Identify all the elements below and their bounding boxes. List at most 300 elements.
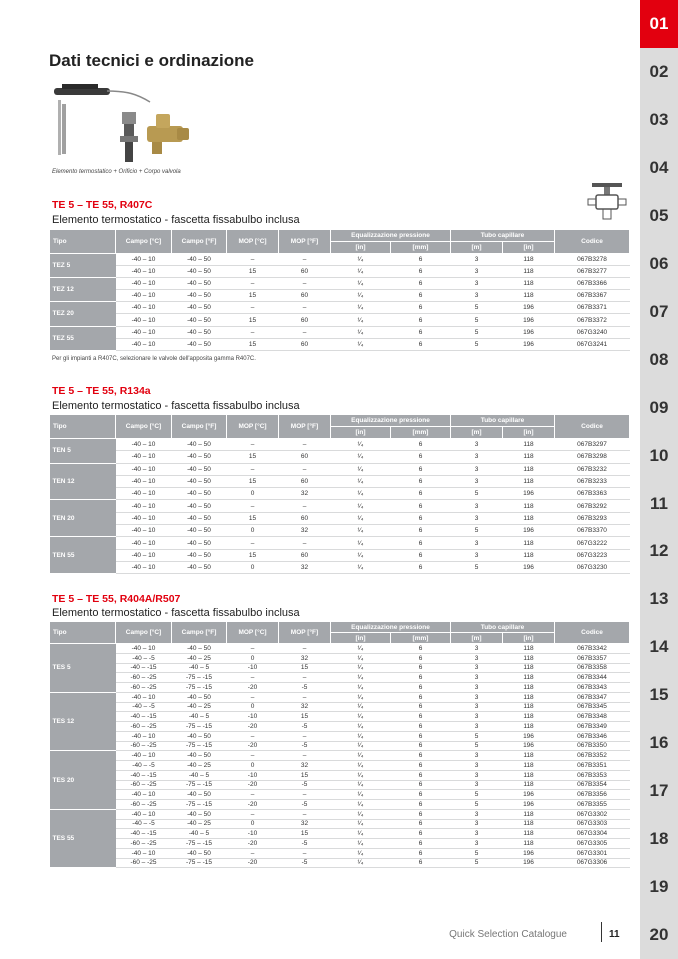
order-code-cell: 067B3298 [555, 451, 630, 463]
chapter-tab-01[interactable]: 01 [640, 0, 678, 48]
table-row [50, 722, 630, 732]
table-cell: 32 [279, 525, 331, 537]
chapter-tab-18[interactable]: 18 [649, 829, 669, 849]
table-cell: – [279, 278, 331, 290]
table-cell: ¹⁄₄ [331, 722, 391, 732]
table-cell: ¹⁄₄ [331, 525, 391, 537]
table-cell: 6 [391, 338, 451, 350]
table-cell: 3 [451, 663, 503, 673]
table-cell: 5 [451, 858, 503, 868]
table-cell: 15 [227, 512, 279, 524]
table-cell: ¹⁄₄ [331, 451, 391, 463]
chapter-tab-17[interactable]: 17 [649, 781, 669, 801]
table-cell: -40 – 50 [172, 525, 227, 537]
table-cell: 6 [391, 653, 451, 663]
column-header-equalizzazione: Equalizzazione pressione [331, 622, 451, 633]
type-group-label: TES 12 [50, 692, 116, 751]
order-code-cell: 067B3358 [555, 663, 630, 673]
table-cell: -40 – 10 [116, 266, 172, 278]
valve-outline-icon [586, 181, 628, 223]
table-cell: 0 [227, 561, 279, 573]
table-cell: 32 [279, 761, 331, 771]
footer-catalogue-name: Quick Selection Catalogue [449, 929, 567, 940]
table-cell: -60 – -25 [116, 800, 172, 810]
table-cell: -40 – 10 [116, 290, 172, 302]
table-cell: -40 – -5 [116, 819, 172, 829]
column-header-mop-f: MOP [°F] [279, 230, 331, 254]
table-cell: – [279, 302, 331, 314]
table-cell: -40 – 10 [116, 500, 172, 512]
order-code-cell: 067B3348 [555, 712, 630, 722]
table-cell: 196 [503, 790, 555, 800]
table-cell: 6 [391, 451, 451, 463]
order-code-cell: 067B3357 [555, 653, 630, 663]
column-header-mop-f: MOP [°F] [279, 415, 331, 439]
table-row [50, 702, 630, 712]
table-cell: 118 [503, 278, 555, 290]
table-cell: 118 [503, 439, 555, 451]
table-cell: -60 – -25 [116, 722, 172, 732]
table-cell: -40 – 50 [172, 314, 227, 326]
table-row [50, 829, 630, 839]
table-cell: ¹⁄₄ [331, 819, 391, 829]
order-code-cell: 067G3303 [555, 819, 630, 829]
table-cell: 196 [503, 525, 555, 537]
table-cell: 3 [451, 809, 503, 819]
table-cell: 6 [391, 712, 451, 722]
table-cell: -40 – -15 [116, 770, 172, 780]
table-row [50, 839, 630, 849]
table-cell: -40 – 10 [116, 809, 172, 819]
type-group-label: TES 55 [50, 809, 116, 868]
section-subtitle: Elemento termostatico - fascetta fissabulbo inclusa [52, 214, 300, 226]
table-cell: 6 [391, 644, 451, 654]
table-cell: -5 [279, 683, 331, 693]
chapter-tab-13[interactable]: 13 [649, 589, 669, 609]
table-cell: 6 [391, 302, 451, 314]
table-row [50, 663, 630, 673]
table-cell: -40 – 50 [172, 266, 227, 278]
table-cell: 3 [451, 761, 503, 771]
type-group-label: TEZ 55 [50, 326, 116, 350]
table-cell: 15 [227, 314, 279, 326]
table-cell: 32 [279, 702, 331, 712]
table-cell: 5 [451, 326, 503, 338]
table-cell: -10 [227, 829, 279, 839]
order-code-cell: 067B3350 [555, 741, 630, 751]
column-header-tubo-capillare: Tubo capillare [451, 415, 555, 427]
table-cell: 6 [391, 819, 451, 829]
table-cell: -40 – 50 [172, 463, 227, 475]
table-cell: 15 [227, 338, 279, 350]
table-cell: -40 – 10 [116, 549, 172, 561]
table-cell: 60 [279, 290, 331, 302]
chapter-tab-03[interactable]: 03 [649, 109, 669, 129]
order-code-cell: 067B3355 [555, 800, 630, 810]
column-header-equalizzazione: Equalizzazione pressione [331, 230, 451, 242]
chapter-tab-16[interactable]: 16 [649, 733, 669, 753]
column-header-tipo: Tipo [50, 622, 116, 644]
table-cell: -5 [279, 722, 331, 732]
table-row [50, 819, 630, 829]
table-cell: 6 [391, 326, 451, 338]
table-cell: ¹⁄₄ [331, 439, 391, 451]
table-cell: ¹⁄₄ [331, 302, 391, 314]
table-cell: -40 – 10 [116, 488, 172, 500]
order-code-cell: 067B3349 [555, 722, 630, 732]
table-cell: – [279, 500, 331, 512]
chapter-tab-02[interactable]: 02 [649, 61, 669, 81]
table-cell: – [227, 326, 279, 338]
table-cell: 3 [451, 500, 503, 512]
table-cell: 6 [391, 741, 451, 751]
table-cell: -40 – 10 [116, 525, 172, 537]
chapter-tab-07[interactable]: 07 [649, 301, 669, 321]
table-row [50, 475, 630, 487]
table-cell: 118 [503, 780, 555, 790]
chapter-tabs [640, 0, 678, 959]
table-cell: 32 [279, 819, 331, 829]
table-cell: -75 – -15 [172, 858, 227, 868]
table-cell: 118 [503, 463, 555, 475]
table-cell: 0 [227, 819, 279, 829]
table-cell: 15 [227, 475, 279, 487]
table-cell: 118 [503, 512, 555, 524]
table-row [50, 500, 630, 512]
table-cell: – [279, 463, 331, 475]
order-code-cell: 067B3344 [555, 673, 630, 683]
table-cell: 3 [451, 751, 503, 761]
column-header-equal-mm: [mm] [391, 427, 451, 439]
column-header-tubo-m: [m] [451, 633, 503, 644]
table-cell: ¹⁄₄ [331, 314, 391, 326]
table-cell: 3 [451, 644, 503, 654]
table-cell: 118 [503, 475, 555, 487]
table-cell: – [279, 751, 331, 761]
table-cell: 118 [503, 683, 555, 693]
chapter-tab-04[interactable]: 04 [649, 157, 669, 177]
table-cell: ¹⁄₄ [331, 712, 391, 722]
column-header-tubo-in: [in] [503, 242, 555, 254]
table-cell: -40 – -15 [116, 829, 172, 839]
table-cell: -40 – 50 [172, 439, 227, 451]
table-cell: 3 [451, 537, 503, 549]
table-cell: 118 [503, 451, 555, 463]
table-cell: -40 – 50 [172, 475, 227, 487]
table-cell: 6 [391, 561, 451, 573]
chapter-tab-11[interactable]: 11 [650, 493, 668, 513]
table-cell: 196 [503, 561, 555, 573]
table-row [50, 266, 630, 278]
table-cell: – [279, 439, 331, 451]
order-code-cell: 067B3343 [555, 683, 630, 693]
order-code-cell: 067B3367 [555, 290, 630, 302]
column-header-campo-f: Campo [°F] [172, 230, 227, 254]
type-group-label: TEN 12 [50, 463, 116, 500]
table-row [50, 683, 630, 693]
table-cell: – [227, 673, 279, 683]
table-cell: 3 [451, 712, 503, 722]
table-cell: -40 – 50 [172, 848, 227, 858]
table-cell: -20 [227, 800, 279, 810]
table-cell: -60 – -25 [116, 780, 172, 790]
table-cell: ¹⁄₄ [331, 809, 391, 819]
table-cell: ¹⁄₄ [331, 800, 391, 810]
column-header-equal-in: [in] [331, 633, 391, 644]
spec-table-r404a [49, 621, 630, 868]
section-title: TE 5 – TE 55, R407C [52, 199, 153, 211]
table-cell: 0 [227, 761, 279, 771]
table-row [50, 761, 630, 771]
table-row [50, 751, 630, 761]
footer-divider [601, 922, 602, 942]
table-cell: -40 – 25 [172, 653, 227, 663]
column-header-mop-c: MOP [°C] [227, 622, 279, 644]
table-cell: -40 – 50 [172, 500, 227, 512]
table-cell: ¹⁄₄ [331, 702, 391, 712]
table-cell: 3 [451, 512, 503, 524]
table-cell: -75 – -15 [172, 839, 227, 849]
chapter-tab-12[interactable]: 12 [649, 541, 669, 561]
table-cell: 6 [391, 770, 451, 780]
table-row [50, 278, 630, 290]
table-cell: 6 [391, 800, 451, 810]
order-code-cell: 067G3306 [555, 858, 630, 868]
type-group-label: TEN 20 [50, 500, 116, 537]
column-header-tubo-m: [m] [451, 242, 503, 254]
table-cell: -40 – 50 [172, 488, 227, 500]
image-caption: Elemento termostatico + Orificio + Corpo valvola [52, 169, 181, 175]
table-cell: -40 – 50 [172, 692, 227, 702]
table-cell: 6 [391, 829, 451, 839]
table-cell: ¹⁄₄ [331, 266, 391, 278]
table-cell: – [227, 848, 279, 858]
table-cell: -40 – 10 [116, 302, 172, 314]
table-row [50, 290, 630, 302]
chapter-tab-10[interactable]: 10 [649, 445, 669, 465]
table-cell: 60 [279, 451, 331, 463]
column-header-mop-f: MOP [°F] [279, 622, 331, 644]
table-cell: ¹⁄₄ [331, 644, 391, 654]
column-header-equal-mm: [mm] [391, 242, 451, 254]
table-cell: -40 – 10 [116, 692, 172, 702]
order-code-cell: 067B3347 [555, 692, 630, 702]
table-cell: 0 [227, 488, 279, 500]
table-cell: 6 [391, 692, 451, 702]
table-cell: -40 – 25 [172, 819, 227, 829]
table-cell: 5 [451, 525, 503, 537]
table-cell: 6 [391, 439, 451, 451]
table-cell: -40 – 50 [172, 451, 227, 463]
table-cell: -40 – 50 [172, 302, 227, 314]
spec-table-r407c [49, 229, 630, 351]
order-code-cell: 067G3230 [555, 561, 630, 573]
table-cell: 118 [503, 839, 555, 849]
chapter-tab-15[interactable]: 15 [649, 685, 669, 705]
table-row [50, 326, 630, 338]
table-cell: 6 [391, 761, 451, 771]
table-cell: ¹⁄₄ [331, 741, 391, 751]
chapter-tab-06[interactable]: 06 [649, 253, 669, 273]
table-cell: 60 [279, 512, 331, 524]
table-cell: -60 – -25 [116, 673, 172, 683]
table-row [50, 463, 630, 475]
type-group-label: TEZ 20 [50, 302, 116, 326]
table-cell: -20 [227, 839, 279, 849]
order-code-cell: 067B3278 [555, 254, 630, 266]
table-cell: 3 [451, 780, 503, 790]
table-cell: 6 [391, 722, 451, 732]
order-code-cell: 067G3223 [555, 549, 630, 561]
table-row [50, 741, 630, 751]
table-cell: ¹⁄₄ [331, 770, 391, 780]
column-header-tipo: Tipo [50, 230, 116, 254]
column-header-campo-f: Campo [°F] [172, 622, 227, 644]
table-cell: 3 [451, 702, 503, 712]
order-code-cell: 067B3356 [555, 790, 630, 800]
table-cell: – [227, 644, 279, 654]
table-cell: – [227, 692, 279, 702]
table-cell: -5 [279, 741, 331, 751]
table-cell: -40 – 50 [172, 751, 227, 761]
table-cell: – [279, 809, 331, 819]
table-cell: 3 [451, 673, 503, 683]
table-cell: 6 [391, 702, 451, 712]
chapter-tab-19[interactable]: 19 [649, 877, 669, 897]
column-header-codice: Codice [555, 415, 630, 439]
table-cell: 118 [503, 722, 555, 732]
order-code-cell: 067B3292 [555, 500, 630, 512]
table-cell: -40 – -15 [116, 663, 172, 673]
table-cell: – [279, 848, 331, 858]
chapter-tab-20[interactable]: 20 [649, 925, 669, 945]
table-cell: -40 – 10 [116, 451, 172, 463]
table-row [50, 302, 630, 314]
table-cell: ¹⁄₄ [331, 839, 391, 849]
table-cell: 15 [227, 549, 279, 561]
table-row [50, 549, 630, 561]
table-cell: ¹⁄₄ [331, 653, 391, 663]
section-subtitle: Elemento termostatico - fascetta fissabulbo inclusa [52, 400, 300, 412]
chapter-tab-09[interactable]: 09 [649, 397, 669, 417]
table-cell: 3 [451, 475, 503, 487]
table-row [50, 673, 630, 683]
table-cell: 196 [503, 800, 555, 810]
table-cell: -40 – 10 [116, 537, 172, 549]
table-cell: ¹⁄₄ [331, 692, 391, 702]
chapter-tab-05[interactable]: 05 [649, 205, 669, 225]
table-cell: ¹⁄₄ [331, 780, 391, 790]
table-cell: 60 [279, 475, 331, 487]
table-cell: -40 – 10 [116, 561, 172, 573]
table-cell: -75 – -15 [172, 741, 227, 751]
table-cell: 196 [503, 314, 555, 326]
table-cell: 118 [503, 761, 555, 771]
table-cell: -40 – 5 [172, 829, 227, 839]
table-cell: 6 [391, 663, 451, 673]
order-code-cell: 067B3293 [555, 512, 630, 524]
chapter-tab-08[interactable]: 08 [649, 349, 669, 369]
table-cell: – [227, 809, 279, 819]
column-header-campo-c: Campo [°C] [116, 622, 172, 644]
order-code-cell: 067B3354 [555, 780, 630, 790]
table-cell: 118 [503, 673, 555, 683]
table-cell: -20 [227, 741, 279, 751]
column-header-tubo-m: [m] [451, 427, 503, 439]
order-code-cell: 067G3240 [555, 326, 630, 338]
table-cell: -60 – -25 [116, 858, 172, 868]
table-cell: 15 [227, 266, 279, 278]
table-cell: -10 [227, 712, 279, 722]
order-code-cell: 067B3351 [555, 761, 630, 771]
table-row [50, 537, 630, 549]
order-code-cell: 067B3372 [555, 314, 630, 326]
table-cell: 118 [503, 663, 555, 673]
table-row [50, 644, 630, 654]
table-cell: -40 – 50 [172, 809, 227, 819]
table-cell: 3 [451, 683, 503, 693]
table-cell: 6 [391, 512, 451, 524]
table-cell: 5 [451, 741, 503, 751]
table-cell: -75 – -15 [172, 683, 227, 693]
table-cell: 6 [391, 500, 451, 512]
table-cell: – [227, 751, 279, 761]
table-cell: 196 [503, 488, 555, 500]
table-cell: 196 [503, 741, 555, 751]
table-cell: -40 – 10 [116, 338, 172, 350]
table-cell: – [227, 302, 279, 314]
table-row [50, 731, 630, 741]
table-cell: 3 [451, 463, 503, 475]
table-cell: ¹⁄₄ [331, 663, 391, 673]
column-header-equal-in: [in] [331, 242, 391, 254]
type-group-label: TEN 5 [50, 439, 116, 464]
table-cell: 3 [451, 549, 503, 561]
column-header-equal-in: [in] [331, 427, 391, 439]
table-cell: -5 [279, 858, 331, 868]
table-cell: 60 [279, 314, 331, 326]
table-cell: – [279, 790, 331, 800]
chapter-tab-14[interactable]: 14 [649, 637, 669, 657]
table-row [50, 512, 630, 524]
table-cell: 60 [279, 338, 331, 350]
table-cell: -40 – 50 [172, 290, 227, 302]
table-row [50, 338, 630, 350]
table-cell: ¹⁄₄ [331, 549, 391, 561]
table-cell: -5 [279, 800, 331, 810]
table-cell: 5 [451, 561, 503, 573]
table-cell: 3 [451, 839, 503, 849]
table-cell: 6 [391, 266, 451, 278]
table-cell: -5 [279, 839, 331, 849]
table-cell: 6 [391, 278, 451, 290]
table-cell: -40 – 10 [116, 848, 172, 858]
table-row [50, 848, 630, 858]
table-cell: 15 [279, 829, 331, 839]
table-row [50, 712, 630, 722]
table-cell: -40 – 10 [116, 731, 172, 741]
table-cell: 3 [451, 829, 503, 839]
order-code-cell: 067B3233 [555, 475, 630, 487]
table-cell: -40 – 50 [172, 731, 227, 741]
table-cell: -40 – 50 [172, 278, 227, 290]
table-cell: -40 – 25 [172, 702, 227, 712]
column-header-tipo: Tipo [50, 415, 116, 439]
table-cell: – [279, 692, 331, 702]
table-cell: -40 – 10 [116, 512, 172, 524]
table-cell: 6 [391, 290, 451, 302]
column-header-equal-mm: [mm] [391, 633, 451, 644]
